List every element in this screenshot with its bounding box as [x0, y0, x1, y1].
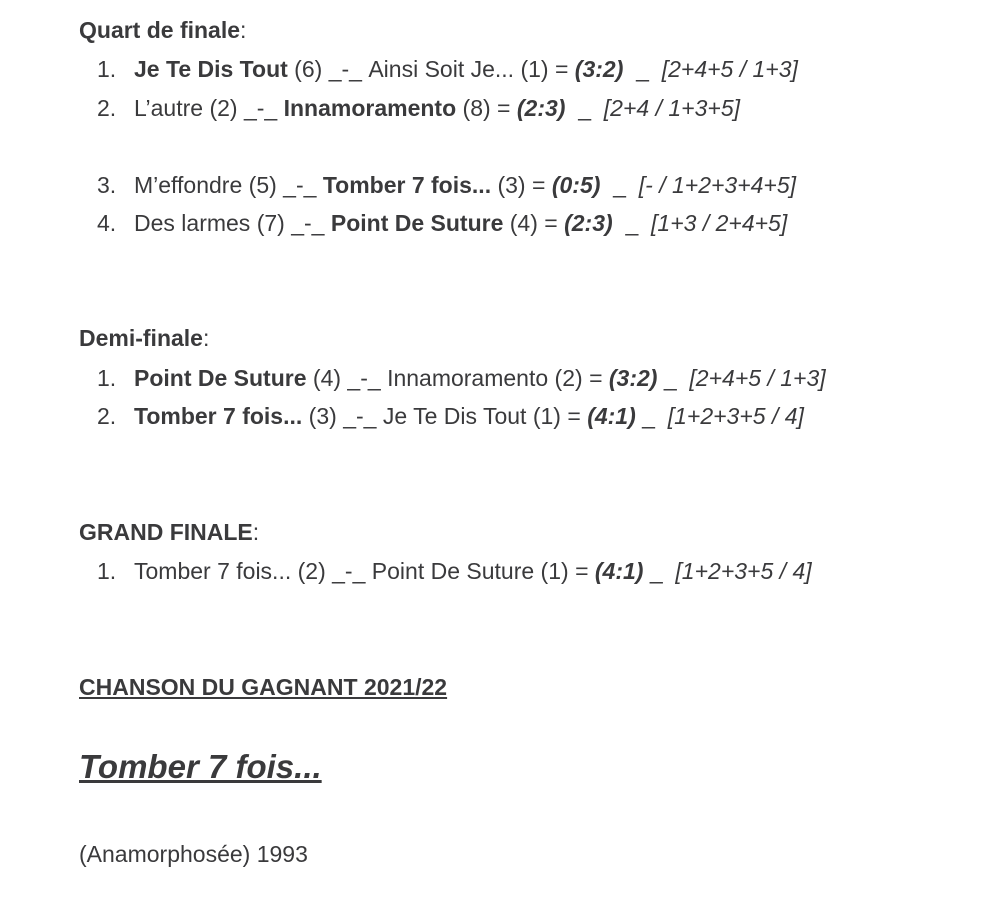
song-a: L’autre [134, 95, 204, 121]
vote-detail: [2+4+5 / 1+3] [689, 365, 826, 391]
song-a: Tomber 7 fois... [134, 558, 292, 584]
list-item-quarter-3: 3. M’effondre (5) _-_ Tomber 7 fois... (3) = (0:5) _ [- / 1+2+3+4+5] [97, 172, 797, 198]
list-item-quarter-1: 1. Je Te Dis Tout (6) _-_ Ainsi Soit Je... (1) = (3:2) _ [2+4+5 / 1+3] [97, 56, 798, 82]
section-title-grand-final: GRAND FINALE: [79, 519, 260, 545]
list-item-quarter-2: 2. L’autre (2) _-_ Innamoramento (8) = (2:3) _ [2+4 / 1+3+5] [97, 95, 740, 121]
song-b: Je Te Dis Tout [382, 403, 527, 429]
song-b: Innamoramento [387, 365, 549, 391]
vote-detail: [2+4 / 1+3+5] [603, 95, 740, 121]
score: (2:3) [564, 210, 613, 236]
vote-detail: [2+4+5 / 1+3] [661, 56, 798, 82]
song-b: Point De Suture [330, 210, 504, 236]
song-b: Ainsi Soit Je... [368, 56, 515, 82]
album-year-caption: (Anamorphosée) 1993 [79, 841, 308, 867]
song-a: Je Te Dis Tout [134, 56, 288, 82]
winner-song-title: Tomber 7 fois... [79, 748, 322, 785]
vote-detail: [1+2+3+5 / 4] [675, 558, 812, 584]
song-b: Point De Suture [371, 558, 535, 584]
song-a: M’effondre [134, 172, 243, 198]
winner-heading: CHANSON DU GAGNANT 2021/22 [79, 674, 448, 700]
list-item-semi-2: 2. Tomber 7 fois... (3) _-_ Je Te Dis Tout (1) = (4:1) _ [1+2+3+5 / 4] [97, 403, 804, 429]
score: (3:2) [574, 56, 624, 82]
song-a: Tomber 7 fois... [134, 403, 303, 429]
list-item-quarter-4: 4. Des larmes (7) _-_ Point De Suture (4) = (2:3) _ [1+3 / 2+4+5] [97, 210, 788, 236]
score: (2:3) [516, 95, 566, 121]
score: (0:5) [551, 172, 601, 198]
vote-detail: [1+2+3+5 / 4] [667, 403, 804, 429]
song-a: Des larmes [134, 210, 251, 236]
vote-detail: [1+3 / 2+4+5] [651, 210, 788, 236]
song-b: Tomber 7 fois... [322, 172, 492, 198]
song-a: Point De Suture [134, 365, 307, 391]
song-b: Innamoramento [283, 95, 457, 121]
list-item-semi-1: 1. Point De Suture (4) _-_ Innamoramento (2) = (3:2) _ [2+4+5 / 1+3] [97, 365, 826, 391]
section-title-semi-final: Demi-finale: [79, 325, 210, 351]
list-item-final-1: 1. Tomber 7 fois... (2) _-_ Point De Suture (1) = (4:1) _ [1+2+3+5 / 4] [97, 558, 812, 584]
score: (3:2) [608, 365, 658, 391]
score: (4:1) [587, 403, 636, 429]
vote-detail: [- / 1+2+3+4+5] [638, 172, 797, 198]
section-title-quarter-final: Quart de finale: [79, 17, 247, 43]
score: (4:1) [594, 558, 644, 584]
